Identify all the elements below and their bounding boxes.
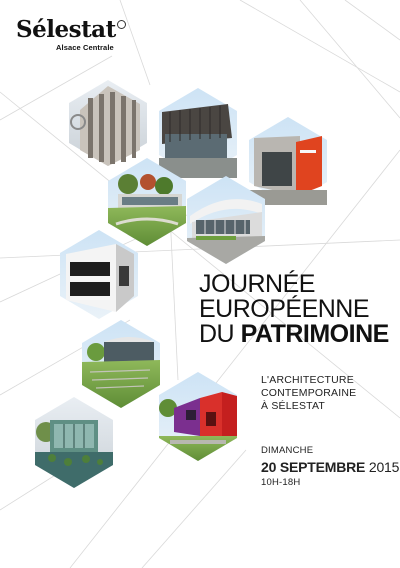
- photo-colorful-gym-building-icon: [159, 372, 237, 461]
- photo-white-house-black-windows-icon: [60, 230, 138, 319]
- photo-dark-cladding-building-icon: [159, 88, 237, 178]
- photo-white-building-curved-roof-icon: [187, 176, 265, 264]
- title-line-3-bold: PATRIMOINE: [240, 320, 389, 348]
- subtitle-line-1: L'ARCHITECTURE: [261, 374, 354, 386]
- photo-glass-box-pond-icon: [35, 397, 113, 488]
- event-hours: 10H-18H: [261, 477, 301, 488]
- title-line-2: EUROPÉENNE: [199, 295, 370, 323]
- subtitle-line-2: CONTEMPORAINE: [261, 387, 357, 399]
- title-line-3: [199, 322, 389, 347]
- logo-wordmark: Sélestat: [16, 16, 116, 43]
- title-line-1: JOURNÉE: [199, 270, 315, 298]
- subtitle-line-3: À SÉLESTAT: [261, 400, 326, 412]
- event-day: DIMANCHE: [261, 445, 314, 456]
- event-date-bold: 20 SEPTEMBRE: [261, 459, 366, 475]
- event-date: [261, 457, 399, 477]
- event-year: 2015: [365, 459, 400, 475]
- photo-orange-facade-building-icon: [249, 117, 327, 205]
- title-line-3-plain: DU: [199, 320, 241, 348]
- photo-concrete-facade-icon: [69, 80, 147, 166]
- photo-glass-building-lawn-icon: [82, 320, 160, 408]
- event-date-block: [261, 445, 399, 489]
- main-title: [199, 272, 389, 347]
- subtitle: [261, 374, 356, 413]
- logo-tagline: Alsace Centrale: [56, 43, 114, 52]
